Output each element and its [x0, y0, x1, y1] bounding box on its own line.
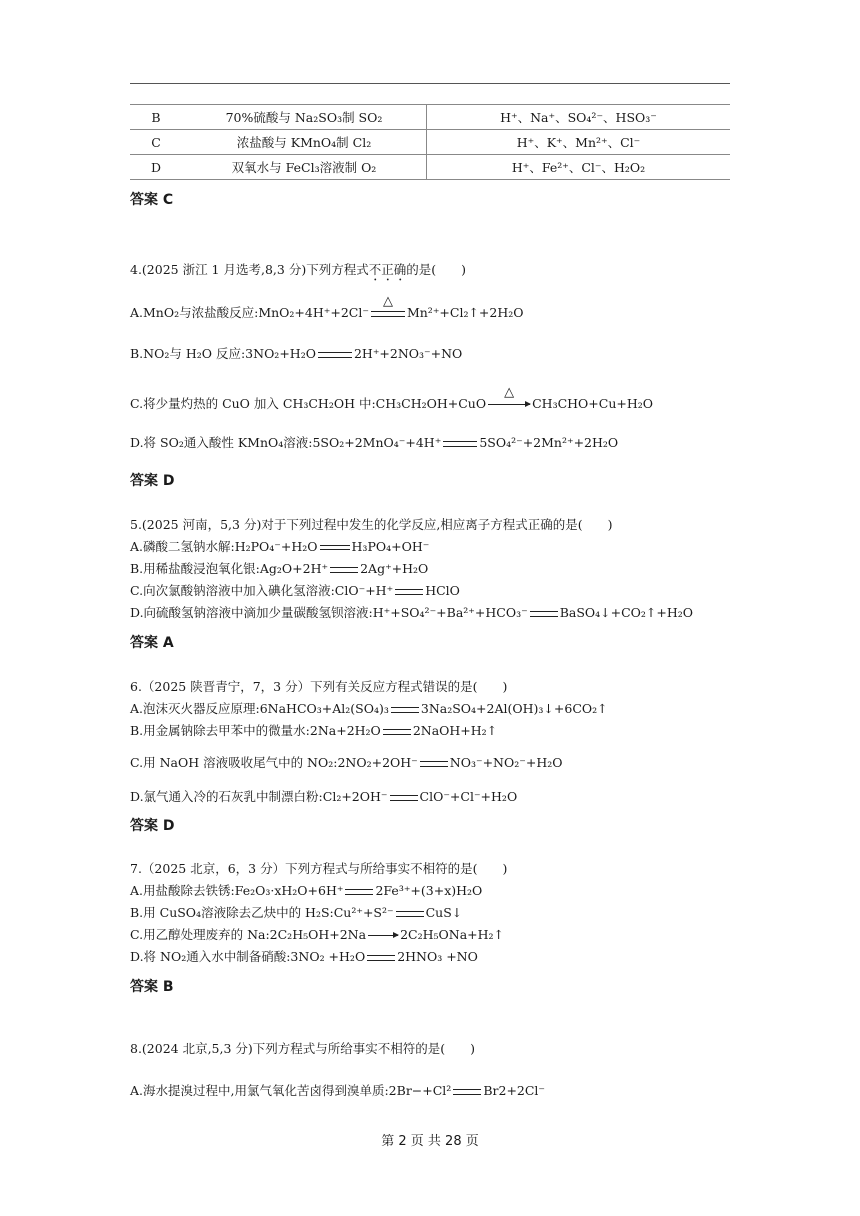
question-6-stem: 6.（2025 陕晋青宁，7，3 分）下列有关反应方程式错误的是( )	[130, 679, 508, 694]
row-label: B	[130, 105, 182, 130]
question-7-option-b: B.用 CuSO₄溶液除去乙炔中的 H₂S:Cu²⁺+S²⁻ CuS↓	[130, 905, 463, 920]
question-4-option-a: A.MnO₂与浓盐酸反应:MnO₂+4H⁺+2Cl⁻ △ Mn²⁺+Cl₂↑+2H₂O	[130, 293, 524, 320]
heat-symbol: △	[382, 293, 393, 309]
question-5-option-c: C.向次氯酸钠溶液中加入碘化氢溶液:ClO⁻+H⁺ HClO	[130, 583, 460, 598]
row-method: 70%硫酸与 Na₂SO₃制 SO₂	[182, 105, 427, 130]
question-6-option-b: B.用金属钠除去甲苯中的微量水:2Na+2H₂O 2NaOH+H₂↑	[130, 723, 498, 738]
table-row	[130, 130, 730, 155]
question-5-stem: 5.(2025 河南，5,3 分)对于下列过程中发生的化学反应,相应离子方程式正确的是( )	[130, 517, 613, 532]
row-method: 浓盐酸与 KMnO₄制 Cl₂	[182, 130, 427, 155]
row-label: D	[130, 155, 182, 180]
answer-q6: 答案 D	[130, 818, 175, 834]
row-ions: H⁺、Fe²⁺、Cl⁻、H₂O₂	[427, 155, 731, 180]
question-5-option-b: B.用稀盐酸浸泡氧化银:Ag₂O+2H⁺ 2Ag⁺+H₂O	[130, 561, 429, 576]
question-7-option-a: A.用盐酸除去铁锈:Fe₂O₃·xH₂O+6H⁺ 2Fe³⁺+(3+x)H₂O	[130, 883, 483, 898]
row-ions: H⁺、K⁺、Mn²⁺、Cl⁻	[427, 130, 731, 155]
question-7-option-c: C.用乙醇处理废弃的 Na:2C₂H₅OH+2Na 2C₂H₅ONa+H₂↑	[130, 927, 505, 942]
row-label: C	[130, 130, 182, 155]
answer-q3: 答案 C	[130, 192, 174, 208]
question-6-option-c: C.用 NaOH 溶液吸收尾气中的 NO₂:2NO₂+2OH⁻ NO₃⁻+NO₂⁻+H₂O	[130, 755, 563, 770]
question-4-option-b: B.NO₂与 H₂O 反应:3NO₂+H₂O 2H⁺+2NO₃⁻+NO	[130, 346, 463, 361]
question-4-stem: 4.(2025 浙江 1 月选考,8,3 分)下列方程式不正确的是( )	[130, 262, 466, 277]
question-4-option-d: D.将 SO₂通入酸性 KMnO₄溶液:5SO₂+2MnO₄⁻+4H⁺ 5SO₄²⁻+2Mn²⁺+2H₂O	[130, 435, 619, 450]
question-5-option-d: D.向硫酸氢钠溶液中滴加少量碳酸氢钡溶液:H⁺+SO₄²⁻+Ba²⁺+HCO₃⁻ BaSO₄↓+CO₂↑+H₂O	[130, 605, 694, 620]
question-7-stem: 7.（2025 北京，6，3 分）下列方程式与所给事实不相符的是( )	[130, 861, 508, 876]
question-5-option-a: A.磷酸二氢钠水解:H₂PO₄⁻+H₂O H₃PO₄+OH⁻	[130, 539, 430, 554]
options-table	[130, 104, 730, 180]
row-method: 双氧水与 FeCl₃溶液制 O₂	[182, 155, 427, 180]
question-7-option-d: D.将 NO₂通入水中制备硝酸:3NO₂ +H₂O 2HNO₃ +NO	[130, 949, 478, 964]
question-6-option-a: A.泡沫灭火器反应原理:6NaHCO₃+Al₂(SO₄)₃ 3Na₂SO₄+2Al(OH)₃↓+6CO₂↑	[130, 701, 608, 716]
emphasis-text: 不正确	[368, 262, 407, 277]
page-footer: 第 2 页 共 28 页	[381, 1134, 479, 1149]
table-row	[130, 105, 730, 130]
top-rule	[130, 83, 730, 84]
heat-symbol: △	[504, 385, 515, 400]
question-8-option-a: A.海水提溴过程中,用氯气氧化苦卤得到溴单质:2Br−+Cl² Br2+2Cl⁻	[130, 1083, 546, 1098]
row-ions: H⁺、Na⁺、SO₄²⁻、HSO₃⁻	[427, 105, 731, 130]
answer-q4: 答案 D	[130, 473, 175, 489]
question-4-option-c: C.将少量灼热的 CuO 加入 CH₃CH₂OH 中:CH₃CH₂OH+CuO △ CH₃CHO+Cu+H₂O	[130, 385, 654, 411]
answer-q5: 答案 A	[130, 635, 174, 651]
question-6-option-d: D.氯气通入冷的石灰乳中制漂白粉:Cl₂+2OH⁻ ClO⁻+Cl⁻+H₂O	[130, 789, 518, 804]
question-8-stem: 8.(2024 北京,5,3 分)下列方程式与所给事实不相符的是( )	[130, 1041, 476, 1056]
table-row	[130, 155, 730, 180]
answer-q7: 答案 B	[130, 979, 174, 995]
